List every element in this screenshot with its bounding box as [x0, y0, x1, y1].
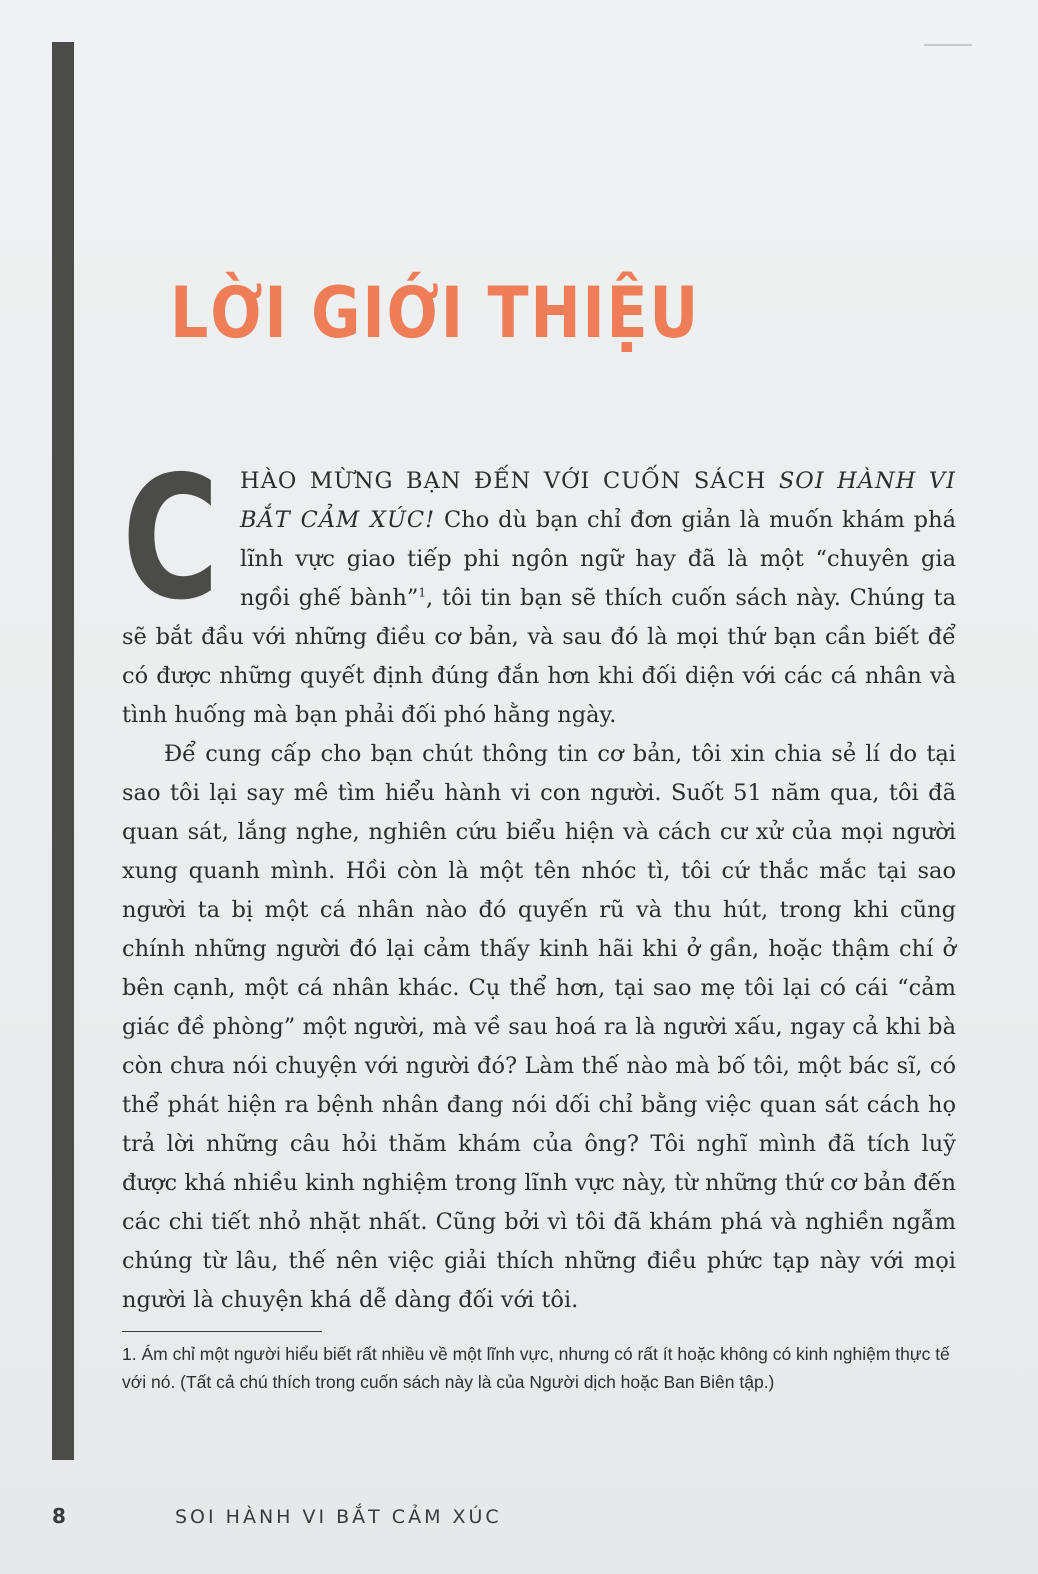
footnote: 1. Ám chỉ một người hiểu biết rất nhiều về một lĩnh vực, nhưng có rất ít hoặc không có kinh nghiệm thực tế với nó. (Tất cả chú thích trong cuốn sách này là của Người dịch hoặc Ban Biên tập.)	[122, 1344, 950, 1392]
drop-cap: C	[122, 440, 220, 638]
chapter-side-bar	[52, 42, 74, 1460]
lead-in-caps: HÀO MỪNG BẠN ĐẾN VỚI CUỐN SÁCH	[240, 468, 779, 494]
running-head: SOI HÀNH VI BẮT CẢM XÚC	[175, 1506, 502, 1528]
footnote-divider	[122, 1331, 322, 1332]
paragraph-1	[122, 440, 956, 735]
chapter-title: LỜI GIỚI THIỆU	[170, 272, 701, 354]
paragraph-1-text: Cho dù bạn chỉ đơn giản là muốn khám phá lĩnh vực giao tiếp phi ngôn ngữ hay đã là một “chuyên gia ngồi ghế bành”	[240, 507, 956, 611]
book-title-italic: SOI HÀNH VI BẮT CẢM XÚC!	[240, 468, 956, 533]
paragraph-2: Để cung cấp cho bạn chút thông tin cơ bản, tôi xin chia sẻ lí do tại sao tôi lại say mê tìm hiểu hành vi con người. Suốt 51 năm qua, tôi đã quan sát, lắng nghe, nghiên cứu biểu hiện và cách cư xử của mọi người xung quanh mình. Hồi còn là một tên nhóc tì, tôi cứ thắc mắc tại sao người ta bị một cá nhân nào đó quyến rũ và thu hút, trong khi cũng chính những người đó lại cảm thấy kinh hãi khi ở gần, hoặc thậm chí ở bên cạnh, một cá nhân khác. Cụ thể hơn, tại sao mẹ tôi lại có cái “cảm giác đề phòng” một người, mà về sau hoá ra là người xấu, ngay cả khi bà còn chưa nói chuyện với người đó? Làm thế nào mà bố tôi, một bác sĩ, có thể phát hiện ra bệnh nhân đang nói dối chỉ bằng việc quan sát cách họ trả lời những câu hỏi thăm khám của ông? Tôi nghĩ mình đã tích luỹ được khá nhiều kinh nghiệm trong lĩnh vực này, từ những thứ cơ bản đến các chi tiết nhỏ nhặt nhất. Cũng bởi vì tôi đã khám phá và nghiền ngẫm chúng từ lâu, thế nên việc giải thích những điều phức tạp này với mọi người là chuyện khá dễ dàng đối với tôi.	[122, 741, 956, 1313]
page-number: 8	[52, 1504, 66, 1528]
paragraph-1-end: , tôi tin bạn sẽ thích cuốn sách này. Chúng ta sẽ bắt đầu với những điều cơ bản, và sau đó là mọi thứ bạn cần biết để có được những quyết định đúng đắn hơn khi đối diện với các cá nhân và tình huống mà bạn phải đối phó hằng ngày.	[122, 585, 956, 728]
body-text	[122, 440, 956, 1320]
page-edge-mark	[924, 44, 972, 46]
footnote-marker[interactable]: 1	[418, 585, 427, 600]
